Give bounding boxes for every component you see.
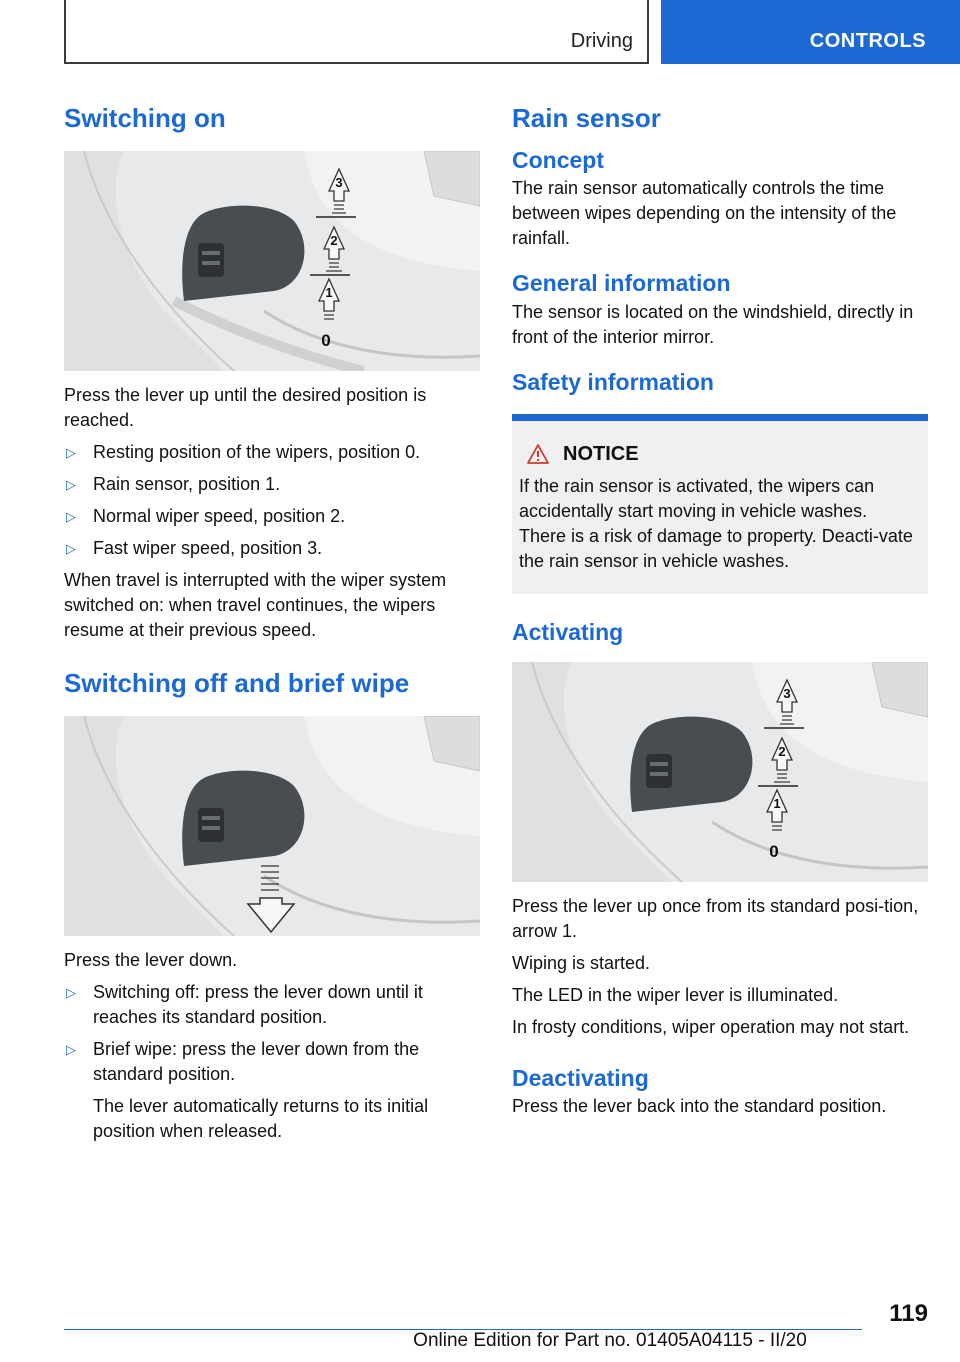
activating-line-4: In frosty conditions, wiper operation may not start. [512,1016,910,1037]
list-item: ▷ Normal wiper speed, position 2. [64,504,482,529]
activating-line-2: Wiping is started. [512,952,651,973]
warning-triangle-icon [527,444,549,464]
svg-text:1: 1 [773,795,781,811]
general-info-text: The sensor is located on the windshield, directly in front of the interior mirror. [512,302,914,347]
switching-off-list [64,980,482,1087]
header-chapter-tab [661,0,960,64]
concept-heading: Concept [512,146,604,173]
concept-text: The rain sensor automatically controls the time between wipes depending on the intensity of the rainfall. [512,178,897,249]
svg-text:1: 1 [325,284,333,300]
header-section-box [64,0,649,64]
svg-text:0: 0 [769,841,779,861]
svg-text:3: 3 [335,174,343,190]
list-item: ▷ Switching off: press the lever down until it reaches its standard position. [66,982,423,1027]
notice-title [519,443,918,466]
triangle-right-icon: ▷ [66,1042,76,1057]
triangle-right-icon: ▷ [66,508,76,524]
lever-up-once-figure [512,662,928,882]
svg-text:2: 2 [778,743,786,759]
triangle-right-icon: ▷ [66,985,76,1000]
svg-text:3: 3 [783,685,791,701]
notice-text: If the rain sensor is activated, the wipers can accidentally start moving in vehicle washes. There is a risk of damage to property. Deacti-vate the rain sensor in vehicle washes. [519,475,913,571]
switching-off-continuation: The lever automatically returns to its initial position when released. [93,1096,429,1141]
switching-on-list [64,440,482,561]
footer-edition: Online Edition for Part no. 01405A04115 - II/20 [413,1330,807,1351]
activating-line-3: The LED in the wiper lever is illuminated. [512,984,839,1005]
activating-line-1: Press the lever up once from its standard posi-tion, arrow 1. [512,895,919,941]
triangle-right-icon: ▷ [66,540,76,556]
deactivating-text: Press the lever back into the standard position. [512,1096,887,1117]
right-column [512,96,930,1119]
page-number: 119 [889,1300,928,1327]
list-item: ▷ Brief wipe: press the lever down from the standard position. [66,1039,420,1084]
svg-text:2: 2 [330,232,338,248]
left-column [64,96,482,1144]
switching-on-note: When travel is interrupted with the wiper system switched on: when travel continues, the wipers resume at their previous speed. [64,569,447,640]
deactivating-heading: Deactivating [512,1064,649,1091]
list-item: ▷ Fast wiper speed, position 3. [64,536,482,561]
lever-up-figure [64,151,480,371]
activating-heading: Activating [512,618,624,645]
safety-info-heading: Safety information [512,369,714,395]
triangle-right-icon: ▷ [66,476,76,492]
notice-label: NOTICE [563,442,639,465]
triangle-right-icon: ▷ [66,444,76,460]
switching-on-intro: Press the lever up until the desired position is reached. [64,384,427,430]
general-info-heading: General information [512,270,731,297]
switching-off-intro: Press the lever down. [64,950,238,970]
switching-off-heading: Switching off and brief wipe [64,667,410,698]
svg-text:0: 0 [321,330,331,350]
rain-sensor-heading: Rain sensor [512,103,661,133]
switching-on-heading: Switching on [64,103,226,133]
list-item: ▷ Resting position of the wipers, position 0. [64,440,482,465]
header-chapter-label: CONTROLS [809,30,926,52]
header-section-label: Driving [570,30,633,52]
list-item: ▷ Rain sensor, position 1. [64,472,482,497]
notice-box [512,414,928,594]
lever-down-figure [64,716,480,936]
